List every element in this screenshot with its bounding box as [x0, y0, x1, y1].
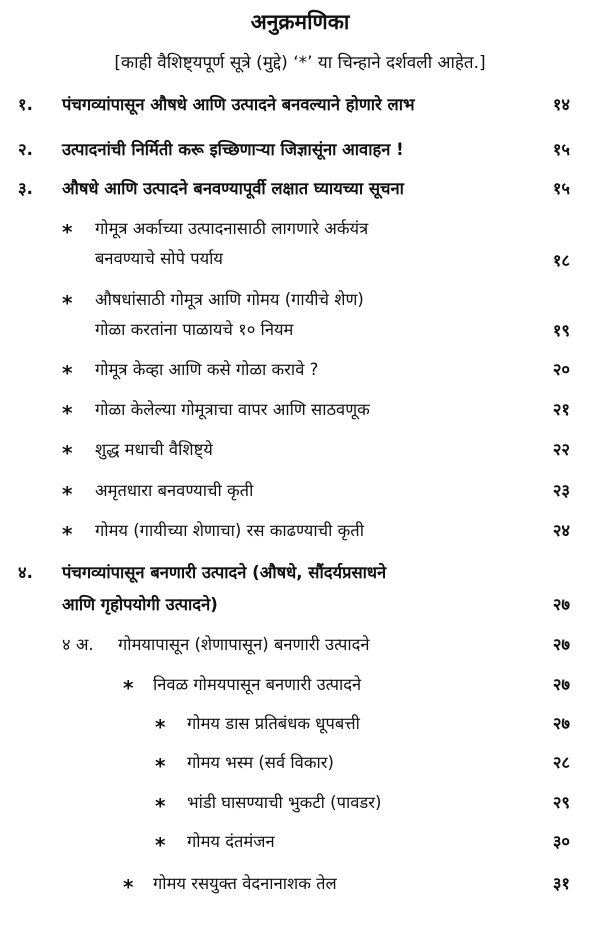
toc-subentry	[95, 397, 370, 423]
entry-title	[62, 560, 386, 618]
asterisk-icon: *	[62, 482, 73, 506]
entry-page-number: १४	[552, 95, 570, 114]
entry-page-number: १८	[552, 251, 570, 270]
entry-number: ४.	[18, 563, 33, 582]
toc-entry-2	[0, 137, 600, 163]
toc-subentry	[95, 437, 213, 463]
entry-title-line: औषधांसाठी गोमूत्र आणि गोमय (गायीचे शेण)	[95, 290, 364, 309]
entry-page-number: २९	[552, 793, 570, 812]
entry-title: गोळा केलेल्या गोमूत्राचा वापर आणि साठवणूक	[95, 400, 370, 419]
entry-page-number: ३१	[552, 874, 570, 893]
entry-title-line: बनवण्याचे सोपे पर्याय	[95, 249, 223, 268]
entry-page-number: १५	[552, 179, 570, 198]
asterisk-icon: *	[155, 833, 166, 857]
entry-title: पंचगव्यांपासून औषधे आणि उत्पादने बनवल्याने होणारे लाभ	[62, 95, 415, 114]
entry-page-number: १९	[552, 321, 570, 340]
asterisk-icon: *	[62, 291, 73, 315]
entry-title: गोमय भस्म (सर्व विकार)	[187, 753, 334, 772]
toc-subentry	[95, 216, 368, 272]
legend-note: [काही वैशिष्ट्यपूर्ण सूत्रे (मुद्दे) ‘*’ या चिन्हाने दर्शवली आहेत.]	[114, 53, 486, 73]
entry-number: ३.	[18, 179, 33, 198]
entry-title: अमृतधारा बनवण्याची कृती	[95, 481, 254, 500]
toc-subentry	[153, 672, 361, 698]
toc-entry-3	[0, 176, 600, 202]
entry-title-line: गोमूत्र अर्काच्या उत्पादनासाठी लागणारे अर्कयंत्र	[95, 219, 369, 238]
entry-page-number: २१	[552, 400, 570, 419]
asterisk-icon: *	[155, 715, 166, 739]
subsection-label: ४ अ.	[62, 635, 94, 654]
entry-title: गोमय दंतमंजन	[187, 832, 275, 851]
entry-title-line: गोळा करतांना पाळायचे १० नियम	[95, 320, 294, 339]
asterisk-icon: *	[123, 875, 134, 899]
asterisk-icon: *	[62, 361, 73, 385]
entry-page-number: २७	[552, 675, 570, 694]
entry-title: शुद्ध मधाची वैशिष्ट्ये	[95, 440, 213, 459]
entry-title: भांडी घासण्याची भुकटी (पावडर)	[187, 793, 382, 812]
entry-page-number: २७	[552, 595, 570, 614]
entry-title: औषधे आणि उत्पादने बनवण्यापूर्वी लक्षात घ्यायच्या सूचना	[62, 179, 404, 198]
entry-page-number: २२	[552, 440, 570, 459]
page-title: अनुक्रमणिका	[250, 10, 350, 34]
asterisk-icon: *	[62, 441, 73, 465]
toc-subentry	[187, 711, 360, 737]
toc-subentry	[187, 829, 275, 855]
asterisk-icon: *	[155, 794, 166, 818]
entry-page-number: २०	[552, 360, 570, 379]
entry-title: गोमय (गायीच्या शेणाचा) रस काढण्याची कृती	[95, 521, 364, 540]
entry-page-number: २७	[552, 714, 570, 733]
entry-number: १.	[18, 95, 33, 114]
toc-subentry	[95, 478, 253, 504]
asterisk-icon: *	[62, 522, 73, 546]
entry-number: २.	[18, 140, 33, 159]
entry-page-number: २३	[552, 481, 570, 500]
entry-page-number: २७	[552, 635, 570, 654]
toc-entry-1	[0, 92, 600, 118]
toc-subentry	[187, 750, 334, 776]
entry-page-number: २८	[552, 753, 570, 772]
entry-title: गोमयापासून (शेणापासून) बनणारी उत्पादने	[118, 635, 370, 654]
entry-title: गोमय रसयुक्त वेदनानाशक तेल	[153, 874, 337, 893]
entry-title: निवळ गोमयपासून बनणारी उत्पादने	[153, 675, 362, 694]
toc-subentry	[95, 287, 364, 343]
entry-title: उत्पादनांची निर्मिती करू इच्छिणाऱ्या जिज्ञासूंना आवाहन !	[62, 140, 404, 159]
toc-subsection-4a	[62, 632, 370, 658]
asterisk-icon: *	[155, 754, 166, 778]
entry-title-line: पंचगव्यांपासून बनणारी उत्पादने (औषधे, सौंदर्यप्रसाधने	[62, 563, 387, 582]
toc-subentry	[95, 357, 318, 383]
entry-page-number: १५	[552, 140, 570, 159]
toc-entry-4	[0, 560, 600, 620]
entry-title: गोमूत्र केव्हा आणि कसे गोळा करावे ?	[95, 360, 319, 379]
entry-page-number: २४	[552, 521, 570, 540]
toc-subentry	[187, 790, 381, 816]
entry-title: गोमय डास प्रतिबंधक धूपबत्ती	[187, 714, 360, 733]
toc-subentry	[95, 518, 364, 544]
entry-page-number: ३०	[552, 832, 570, 851]
asterisk-icon: *	[62, 220, 73, 244]
toc-subentry	[153, 871, 337, 897]
asterisk-icon: *	[123, 676, 134, 700]
asterisk-icon: *	[62, 401, 73, 425]
entry-title-line: आणि गृहोपयोगी उत्पादने)	[62, 595, 218, 614]
